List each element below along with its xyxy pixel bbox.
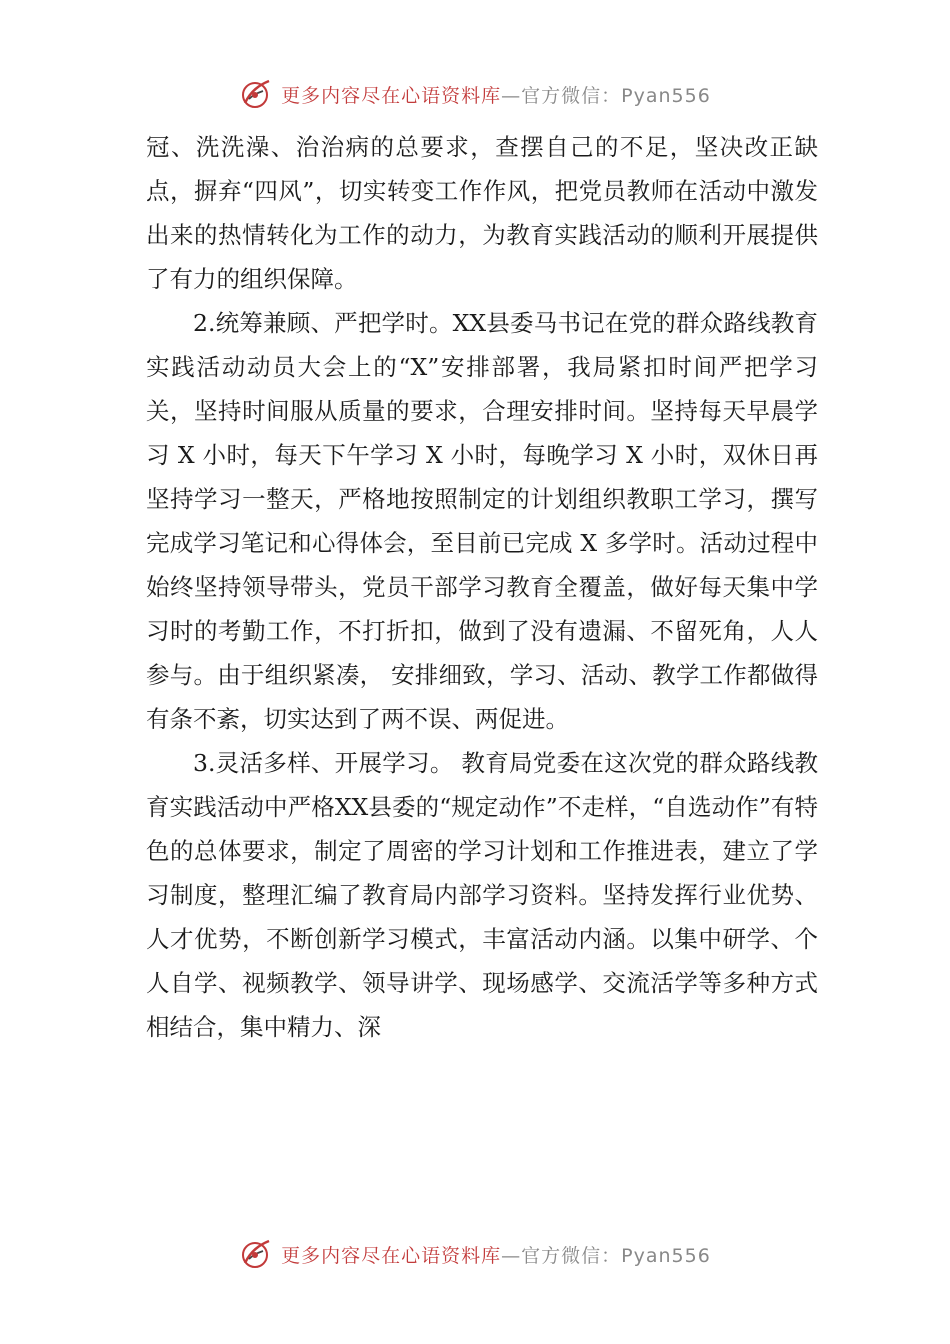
header-watermark-banner: [0, 72, 950, 116]
header-watermark-text: 更多内容尽在心语资料库—官方微信：Pyan556: [281, 84, 711, 107]
footer-watermark-banner: [0, 1232, 950, 1276]
paragraph-1: 冠、洗洗澡、治治病的总要求，查摆自己的不足，坚决改正缺点，摒弃“四风”，切实转变工作作风，把党员教师在活动中激发出来的热情转化为工作的动力，为教育实践活动的顺利开展提供了有力的组织保障。: [146, 133, 818, 293]
footer-watermark-text: 更多内容尽在心语资料库—官方微信：Pyan556: [281, 1244, 711, 1267]
paragraph-2: 2.统筹兼顾、严把学时。XX县委马书记在党的群众路线教育实践活动动员大会上的“X”安排部署，我局紧扣时间严把学习关，坚持时间服从质量的要求，合理安排时间。坚持每天早晨学习 X 小时，每天下午学习 X 小时，每晚学习 X 小时，双休日再坚持学习一整天，严格地按照制定的计划组织教职工学习，撰写完成学习笔记和心得体会，至目前已完成 X 多学时。活动过程中始终坚持领导带头，党员干部学习教育全覆盖，做好每天集中学习时的考勤工作，不打折扣，做到了没有遗漏、不留死角，人人参与。由于组织紧凑， 安排细致，学习、活动、教学工作都做得有条不紊，切实达到了两不误、两促进。: [146, 309, 818, 733]
document-body: [146, 125, 818, 1049]
logo-icon: [239, 77, 273, 111]
logo-icon: [239, 1237, 273, 1271]
paragraph-3: 3.灵活多样、开展学习。 教育局党委在这次党的群众路线教育实践活动中严格XX县委的“规定动作”不走样，“自选动作”有特色的总体要求，制定了周密的学习计划和工作推进表，建立了学习制度，整理汇编了教育局内部学习资料。坚持发挥行业优势、人才优势，不断创新学习模式，丰富活动内涵。以集中研学、个人自学、视频教学、领导讲学、现场感学、交流活学等多种方式相结合，集中精力、深: [146, 749, 818, 1041]
